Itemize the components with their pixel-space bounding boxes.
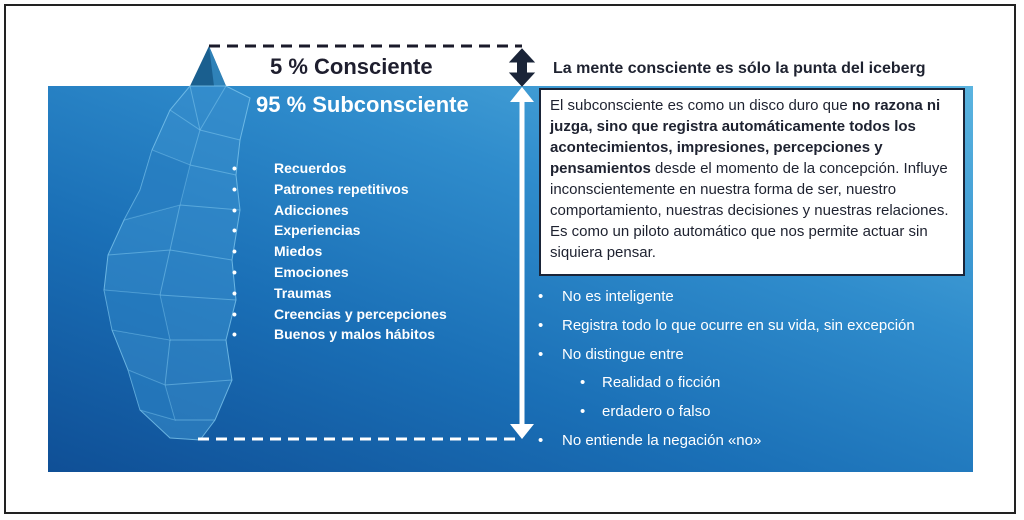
- conscious-span-arrow: [510, 49, 534, 86]
- subconscious-contents-list: [232, 158, 447, 345]
- subconscious-percentage-label: 95 % Subconsciente: [256, 92, 469, 117]
- subconscious-description-box: [539, 88, 965, 276]
- subconscious-span-arrow: [510, 87, 534, 439]
- list-item: • Experiencias: [232, 220, 447, 241]
- iceberg-headline: La mente consciente es sólo la punta del iceberg: [553, 60, 926, 77]
- list-item: • No distingue entre: [538, 341, 915, 370]
- description-text-1: El subconsciente es como un disco duro que: [550, 97, 852, 114]
- list-item: • Registra todo lo que ocurre en su vida, sin excepción: [538, 312, 915, 341]
- list-item: • Recuerdos: [232, 158, 447, 179]
- iceberg-body: [104, 86, 250, 440]
- description-text-2: desde el momento de la concepción. Influye inconscientemente en nuestra forma de ser, nuestro comportamiento, nuestras decisiones y nuestras relaciones. Es como un piloto automático que nos permite actuar sin siquiera pensar.: [550, 160, 949, 261]
- sub-list-item: • erdadero o falso: [538, 398, 915, 427]
- list-item: • Creencias y percepciones: [232, 304, 447, 325]
- list-item: • No es inteligente: [538, 283, 915, 312]
- list-item: • Buenos y malos hábitos: [232, 324, 447, 345]
- list-item: • Adicciones: [232, 200, 447, 221]
- list-item: • Emociones: [232, 262, 447, 283]
- conscious-percentage-label: 5 % Consciente: [270, 54, 433, 79]
- sub-list-item: • Realidad o ficción: [538, 369, 915, 398]
- list-item: • No entiende la negación «no»: [538, 427, 915, 456]
- list-item: • Traumas: [232, 283, 447, 304]
- description-bold-text: no razona ni juzga, sino que registra automáticamente todos los acontecimientos, impresiones, percepciones y pensamientos: [550, 97, 941, 177]
- list-item: • Patrones repetitivos: [232, 179, 447, 200]
- list-item: • Miedos: [232, 241, 447, 262]
- subconscious-characteristics-list: [538, 283, 915, 456]
